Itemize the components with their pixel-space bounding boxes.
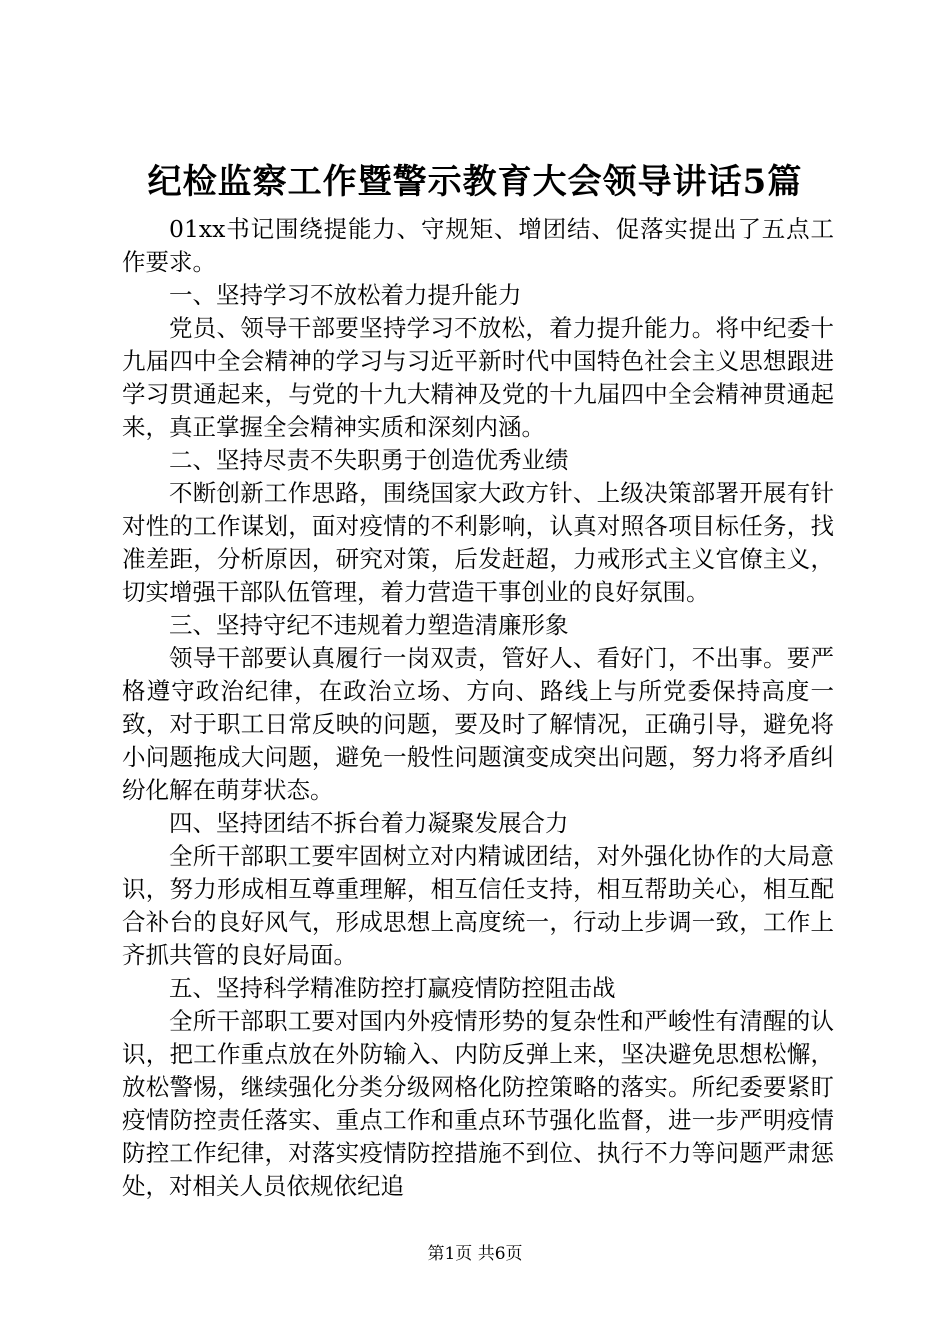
paragraph-4: 全所干部职工要牢固树立对内精诚团结，对外强化协作的大局意识，努力形成相互尊重理解，相互信任支持，相互帮助关心，相互配合补台的良好风气，形成思想上高度统一，行动上步调一致，工作上齐抓共管的良好局面。 — [122, 842, 834, 969]
section-heading-1: 一、坚持学习不放松着力提升能力 — [169, 281, 522, 309]
paragraph-1: 党员、领导干部要坚持学习不放松，着力提升能力。将中纪委十九届四中全会精神的学习与习近平新时代中国特色社会主义思想跟进学习贯通起来，与党的十九大精神及党的十九届四中全会精神贯通起来，真正掌握全会精神实质和深刻内涵。 — [122, 314, 834, 441]
page-footer: 第1页 共6页 — [427, 1244, 523, 1264]
document-body — [122, 213, 834, 1203]
paragraph-3: 领导干部要认真履行一岗双责，管好人、看好门，不出事。要严格遵守政治纪律，在政治立场、方向、路线上与所党委保持高度一致，对于职工日常反映的问题，要及时了解情况，正确引导，避免将小问题拖成大问题，避免一般性问题演变成突出问题，努力将矛盾纠纷化解在萌芽状态。 — [122, 644, 834, 804]
section-heading-4: 四、坚持团结不拆台着力凝聚发展合力 — [169, 809, 569, 837]
paragraph-2: 不断创新工作思路，围绕国家大政方针、上级决策部署开展有针对性的工作谋划，面对疫情的不利影响，认真对照各项目标任务，找准差距，分析原因，研究对策，后发赶超，力戒形式主义官僚主义，切实增强干部队伍管理，着力营造干事创业的良好氛围。 — [122, 479, 834, 606]
section-heading-2: 二、坚持尽责不失职勇于创造优秀业绩 — [169, 446, 569, 474]
document-title: 纪检监察工作暨警示教育大会领导讲话5篇 — [147, 162, 803, 202]
section-heading-3: 三、坚持守纪不违规着力塑造清廉形象 — [169, 611, 569, 639]
paragraph-intro: 01xx书记围绕提能力、守规矩、增团结、促落实提出了五点工作要求。 — [122, 215, 834, 276]
section-heading-5: 五、坚持科学精准防控打赢疫情防控阻击战 — [169, 974, 616, 1002]
paragraph-5: 全所干部职工要对国内外疫情形势的复杂性和严峻性有清醒的认识，把工作重点放在外防输入、内防反弹上来，坚决避免思想松懈，放松警惕，继续强化分类分级网格化防控策略的落实。所纪委要紧盯疫情防控责任落实、重点工作和重点环节强化监督，进一步严明疫情防控工作纪律，对落实疫情防控措施不到位、执行不力等问题严肃惩处，对相关人员依规依纪追 — [122, 1007, 834, 1200]
